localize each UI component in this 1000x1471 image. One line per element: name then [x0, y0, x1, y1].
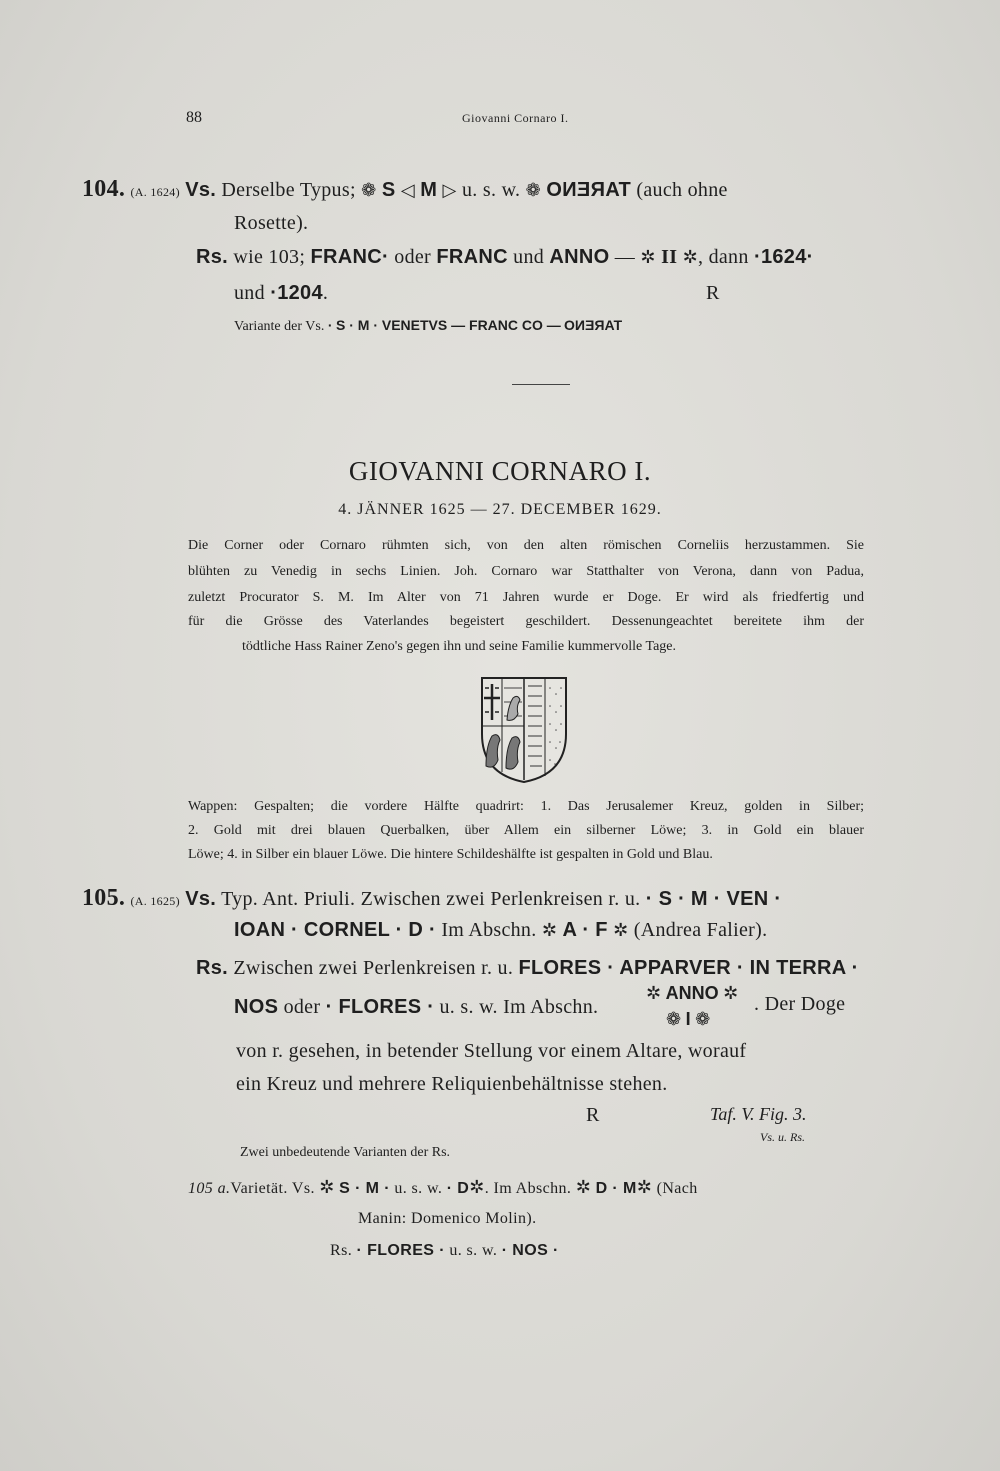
coat-of-arms — [480, 676, 568, 784]
entry-105-vs-line2 — [234, 919, 767, 942]
legend-text: · S · M · VEN · — [645, 888, 782, 910]
variant-text: Varietät. Vs. — [230, 1180, 315, 1197]
entry-104-rs-line: Rs. wie 103; FRANC· oder FRANC und ANNO — ✲ II ✲, dann ·1624· — [196, 246, 814, 268]
vs-label: Vs. — [185, 179, 217, 201]
usw-text: u. s. w. — [461, 179, 521, 201]
legend-anno: ANNO — [665, 983, 719, 1003]
bio-line: Die Corner oder Cornaro rühmten sich, von den alten römischen Corneliis herzustammen. Sie — [188, 538, 864, 553]
entry-104-variant: Variante der Vs. · S · M · VENETVS — FRANC CO — TARENO — [234, 317, 623, 334]
legend-1204: 1204 — [277, 282, 323, 304]
und-text: und — [234, 282, 265, 304]
variant-legend-reversed: TARENO — [564, 317, 623, 333]
plate-reference-sub: Vs. u. Rs. — [760, 1130, 805, 1144]
vs-text: Derselbe Typus; — [221, 179, 356, 201]
star-icon: ✲ — [723, 983, 739, 1003]
legend-franc: FRANC — [310, 246, 382, 268]
note-text: (Nach — [656, 1180, 698, 1197]
entry-number: 105. — [82, 885, 126, 911]
legend-i: I — [685, 1009, 691, 1029]
section-dates: 4. JÄNNER 1625 — 27. DECEMBER 1629. — [338, 501, 662, 518]
star-icon: ✲ — [646, 983, 662, 1003]
legend-flores: · FLORES · — [356, 1242, 445, 1259]
wappen-line: 2. Gold mit drei blauen Querbalken, über Allem ein silberner Löwe; 3. in Gold ein blauer — [188, 823, 864, 838]
star-icon: ✲ — [640, 247, 656, 267]
legend-nos: · NOS · — [501, 1242, 559, 1259]
star-icon: ✲ — [541, 920, 558, 940]
wappen-line: Wappen: Gespalten; die vordere Hälfte quadrirt: 1. Das Jerusalemer Kreuz, golden in Silber; — [188, 799, 864, 814]
legend-sm: S · M · — [339, 1180, 390, 1197]
rs-label: Rs. — [196, 246, 229, 268]
rarity-mark: R — [706, 282, 720, 304]
legend-dm: D · M — [595, 1180, 637, 1197]
star-icon: ✲ — [682, 247, 698, 267]
bio-line: tödtliche Hass Rainer Zeno's gegen ihn und seine Familie kummervolle Tage. — [242, 639, 677, 654]
entry-year: (A. 1624) — [130, 185, 180, 199]
legend-tareno-reversed: TARENO — [546, 179, 632, 201]
entry-104-vs-line — [82, 176, 728, 203]
oder-text: oder — [394, 246, 432, 268]
doge-text: . Der Doge — [754, 993, 846, 1015]
rs-label: Rs. — [196, 957, 229, 979]
variant-label: Variante der Vs. — [234, 319, 325, 334]
variant-number: 105 a. — [188, 1180, 231, 1197]
exergue-anno — [646, 983, 738, 1004]
triangle-left-icon: ◁ — [400, 180, 415, 200]
rs-text: wie 103; — [233, 246, 306, 268]
oder-text: oder — [283, 996, 321, 1018]
entry-number: 104. — [82, 176, 126, 202]
variant-105a-line2: Manin: Domenico Molin). — [358, 1210, 537, 1227]
bio-line: zuletzt Procurator S. M. Im Alter von 71 Jahren wurde er Doge. Er wird als friedfertig und — [188, 590, 864, 605]
note-text: (auch ohne — [636, 179, 728, 201]
star-icon: ✲ — [636, 1177, 653, 1197]
triangle-right-icon: ▷ — [442, 180, 457, 200]
legend-m: M — [420, 179, 438, 201]
rs-description: von r. gesehen, in betender Stellung vor einem Altare, worauf — [236, 1040, 747, 1062]
legend-franc: FRANC — [436, 246, 508, 268]
und-text: und — [513, 246, 545, 268]
usw-text: u. s. w. — [394, 1180, 443, 1197]
vs-label: Vs. — [185, 888, 217, 910]
legend-1624: 1624 — [760, 246, 807, 268]
section-divider — [512, 384, 570, 385]
rs-text: Zwischen zwei Perlenkreisen r. u. — [233, 957, 514, 979]
legend-text: FLORES · APPARVER · IN TERRA · — [518, 957, 859, 979]
star-icon: ✲ — [575, 1177, 592, 1197]
note-text: (Andrea Falier). — [633, 919, 768, 941]
rosette-icon: ❁ — [666, 1009, 682, 1029]
legend-nos: NOS — [234, 996, 279, 1018]
rarity-mark: R — [586, 1104, 600, 1126]
star-icon: ✲ — [469, 1177, 485, 1197]
rosette-icon: ❁ — [525, 180, 542, 200]
abschn-text: . Im Abschn. — [484, 1180, 572, 1197]
usw-text: u. s. w. Im Abschn. — [439, 996, 599, 1018]
variant-legend: S · M · VENETVS — FRANC CO — — [336, 317, 561, 333]
rosette-icon: ❁ — [695, 1009, 711, 1029]
legend-d: · D — [446, 1180, 470, 1197]
star-icon: ✲ — [319, 1177, 335, 1197]
running-title: Giovanni Cornaro I. — [462, 111, 569, 125]
entry-105-vs-line — [82, 885, 781, 912]
plate-reference: Taf. V. Fig. 3. — [710, 1104, 807, 1124]
legend-af: A · F — [562, 919, 608, 941]
star-icon: ✲ — [613, 920, 629, 940]
rs-label: Rs. — [330, 1242, 353, 1259]
legend-s: S — [381, 179, 396, 201]
legend-ii: II — [661, 246, 678, 268]
vs-text: Typ. Ant. Priuli. Zwischen zwei Perlenkreisen r. u. — [221, 888, 641, 910]
dash-text: — — [614, 246, 636, 268]
bio-line: für die Grösse des Vaterlandes begeistert geschildert. Dessenungeachtet bereitete ihm der — [188, 614, 864, 629]
exergue-i — [666, 1009, 710, 1030]
wappen-line: Löwe; 4. in Silber ein blauer Löwe. Die hintere Schildeshälfte ist gespalten in Gold und Blau. — [188, 847, 713, 862]
variants-label: Zwei unbedeutende Varianten der Rs. — [240, 1145, 451, 1160]
rosette-icon: ❁ — [361, 180, 377, 200]
entry-year: (A. 1625) — [130, 894, 180, 908]
section-title: GIOVANNI CORNARO I. — [348, 456, 652, 486]
legend-flores: · FLORES · — [325, 996, 435, 1018]
dann-text: , dann — [697, 246, 749, 268]
entry-105-rs-line — [196, 957, 859, 980]
variant-105a-rs — [330, 1242, 559, 1260]
legend-anno: ANNO — [549, 246, 610, 268]
usw-text: u. s. w. — [449, 1242, 498, 1259]
rs-description: ein Kreuz und mehrere Reliquienbehältnisse stehen. — [236, 1073, 668, 1095]
legend-text: IOAN · CORNEL · D · — [234, 919, 436, 941]
bio-line: blühten zu Venedig in sechs Linien. Joh. Cornaro war Statthalter von Verona, dann von Padua, — [188, 564, 864, 579]
variant-105a-line — [188, 1177, 698, 1198]
page-number: 88 — [186, 109, 202, 126]
entry-105-rs-line2 — [234, 996, 598, 1019]
entry-104-rs-line2: und ·1204. — [234, 282, 329, 304]
entry-104-vs-line2: Rosette). — [234, 212, 309, 234]
abschn-text: Im Abschn. — [441, 919, 537, 941]
